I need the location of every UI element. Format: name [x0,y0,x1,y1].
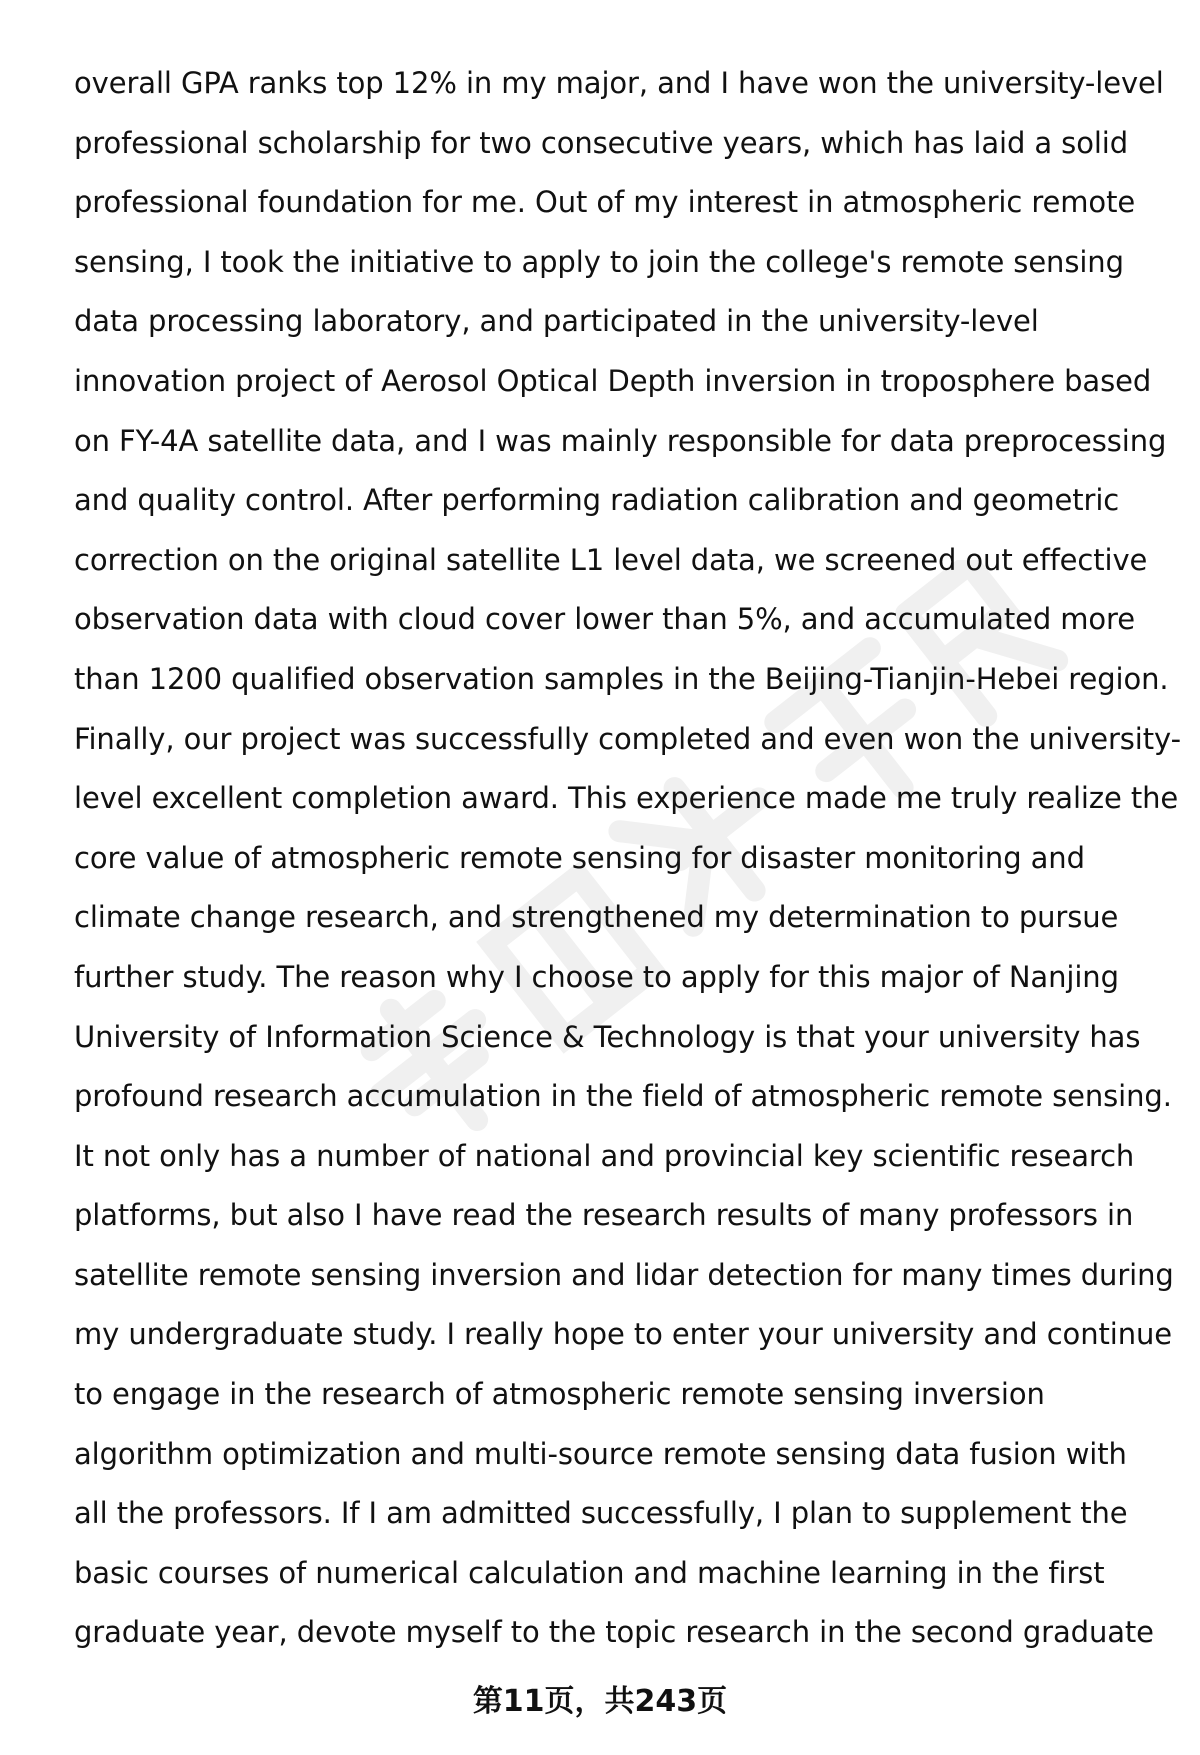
text-line: core value of atmospheric remote sensing for disaster monitoring and [74,840,1085,875]
text-line: professional foundation for me. Out of my interest in atmospheric remote [74,185,1136,220]
text-line: professional scholarship for two consecutive years, which has laid a solid [74,125,1129,160]
text-line: sensing, I took the initiative to apply to join the college's remote sensing [74,244,1124,279]
text-line: overall GPA ranks top 12% in my major, and I have won the university-level [74,66,1164,100]
text-line: level excellent completion award. This experience made me truly realize the [74,781,1179,816]
text-line: to engage in the research of atmospheric remote sensing inversion [74,1377,1045,1412]
text-line: algorithm optimization and multi-source remote sensing data fusion with [74,1436,1127,1471]
text-line: basic courses of numerical calculation and machine learning in the first [74,1555,1105,1590]
text-line: profound research accumulation in the field of atmospheric remote sensing. [74,1079,1172,1114]
text-line: all the professors. If I am admitted successfully, I plan to supplement the [74,1496,1128,1531]
text-line: satellite remote sensing inversion and lidar detection for many times during [74,1257,1174,1292]
text-line: correction on the original satellite L1 level data, we screened out effective [74,542,1148,577]
text-line: graduate year, devote myself to the topic research in the second graduate [74,1615,1154,1650]
text-line: on FY-4A satellite data, and I was mainly responsible for data preprocessing [74,423,1167,458]
essay-text-block [74,54,1181,1663]
text-line: than 1200 qualified observation samples in the Beijing-Tianjin-Hebei region. [74,661,1169,696]
text-line: and quality control. After performing radiation calibration and geometric [74,483,1120,518]
text-line: Finally, our project was successfully completed and even won the university- [74,721,1181,756]
text-line: climate change research, and strengthened my determination to pursue [74,900,1119,935]
text-line: further study. The reason why I choose to apply for this major of Nanjing [74,959,1119,994]
text-line: observation data with cloud cover lower than 5%, and accumulated more [74,602,1135,637]
text-line: platforms, but also I have read the research results of many professors in [74,1198,1134,1233]
page-number-footer: 第11页，共243页 [472,1684,728,1719]
text-line: University of Information Science & Technology is that your university has [74,1019,1141,1054]
text-line: data processing laboratory, and participated in the university-level [74,304,1039,339]
text-line: my undergraduate study. I really hope to enter your university and continue [74,1317,1172,1352]
text-line: It not only has a number of national and provincial key scientific research [74,1138,1135,1173]
text-line: innovation project of Aerosol Optical Depth inversion in troposphere based [74,363,1152,398]
